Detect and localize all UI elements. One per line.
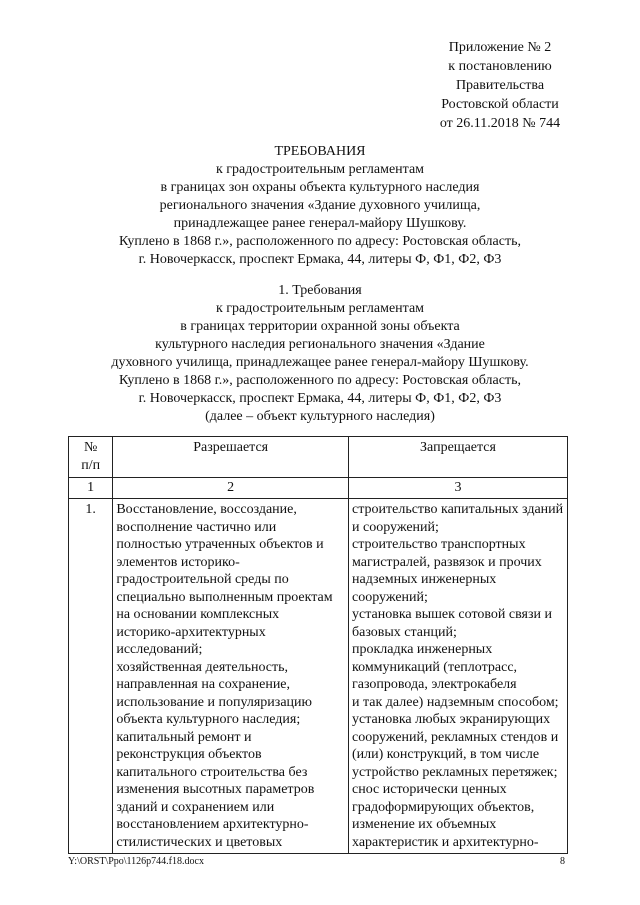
- appendix-line: от 26.11.2018 № 744: [439, 116, 561, 131]
- section-heading: [80, 282, 560, 426]
- header-allowed: Разрешается: [113, 437, 349, 478]
- forbidden-line: коммуникаций (теплотрасс,: [352, 659, 518, 675]
- allowed-cell: [113, 499, 349, 854]
- forbidden-line: характеристик и архитектурно-: [352, 834, 539, 850]
- allowed-line: изменения высотных параметров: [116, 782, 315, 797]
- allowed-line: капитального строительства без: [116, 764, 308, 780]
- allowed-line: объекта культурного наследия;: [116, 712, 301, 727]
- title-line: г. Новочеркасск, проспект Ермака, 44, литеры Ф, Ф1, Ф2, Ф3: [138, 252, 502, 267]
- header-number-line: п/п: [81, 457, 101, 473]
- allowed-line: стилистических и цветовых: [116, 834, 283, 850]
- forbidden-line: сооружений;: [352, 589, 428, 605]
- section-line: к градостроительным регламентам: [215, 301, 425, 316]
- column-number: 3: [349, 478, 568, 499]
- section-line: в границах территории охранной зоны объекта: [180, 319, 460, 334]
- title-heading: ТРЕБОВАНИЯ: [274, 144, 366, 159]
- forbidden-line: установка вышек сотовой связи и: [352, 607, 552, 622]
- forbidden-line: (или) конструкций, в том числе: [352, 747, 540, 762]
- requirements-table: [68, 436, 568, 854]
- forbidden-line: снос исторически ценных: [352, 782, 507, 797]
- section-line: г. Новочеркасск, проспект Ермака, 44, литеры Ф, Ф1, Ф2, Ф3: [138, 391, 502, 406]
- document-title: [80, 143, 560, 269]
- footer-file-path: Y:\ORST\Ppo\1126p744.f18.docx: [68, 856, 204, 867]
- forbidden-line: газопровода, электрокабеля: [352, 677, 517, 692]
- appendix-line: к постановлению: [448, 59, 552, 74]
- allowed-line: хозяйственная деятельность,: [116, 659, 289, 675]
- section-line: 1. Требования: [278, 283, 362, 298]
- allowed-line: на основании комплексных: [116, 607, 280, 622]
- forbidden-line: и сооружений;: [352, 519, 439, 535]
- row-number: 1.: [69, 499, 113, 854]
- header-number: [69, 437, 113, 478]
- title-line: регионального значения «Здание духовного училища,: [159, 198, 481, 213]
- table-header-row: [69, 437, 568, 478]
- header-number-line: №: [83, 440, 98, 455]
- allowed-line: восполнение частично или: [116, 519, 277, 535]
- allowed-line: градостроительной среды по: [116, 572, 289, 587]
- allowed-line: реконструкция объектов: [116, 747, 262, 762]
- forbidden-line: надземных инженерных: [352, 572, 497, 587]
- forbidden-line: устройство рекламных перетяжек;: [352, 764, 558, 780]
- forbidden-line: установка любых экранирующих: [352, 712, 551, 727]
- allowed-line: восстановлением архитектурно-: [116, 817, 309, 832]
- allowed-line: Восстановление, воссоздание,: [116, 502, 297, 517]
- section-line: духовного училища, принадлежащее ранее генерал-майору Шушкову.: [111, 355, 529, 370]
- title-line: принадлежащее ранее генерал-майору Шушкову.: [173, 216, 467, 231]
- forbidden-line: прокладка инженерных: [352, 642, 493, 657]
- forbidden-line: строительство транспортных: [352, 537, 526, 552]
- appendix-line: Правительства: [455, 78, 545, 93]
- column-number: 1: [69, 478, 113, 499]
- column-number-row: [69, 478, 568, 499]
- section-line: Куплено в 1868 г.», расположенного по адресу: Ростовская область,: [119, 373, 521, 388]
- title-line: Куплено в 1868 г.», расположенного по адресу: Ростовская область,: [119, 234, 521, 249]
- forbidden-line: изменение их объемных: [352, 817, 497, 832]
- allowed-line: направленная на сохранение,: [116, 677, 291, 692]
- allowed-line: исследований;: [116, 642, 203, 657]
- appendix-line: Приложение № 2: [448, 40, 552, 55]
- forbidden-line: градоформирующих объектов,: [352, 799, 535, 815]
- allowed-line: зданий и сохранением или: [116, 799, 275, 815]
- column-number: 2: [113, 478, 349, 499]
- forbidden-line: магистралей, развязок и прочих: [352, 554, 542, 570]
- header-forbidden: Запрещается: [349, 437, 568, 478]
- title-line: в границах зон охраны объекта культурного наследия: [160, 180, 480, 195]
- allowed-line: использование и популяризацию: [116, 694, 312, 710]
- allowed-line: специально выполненным проектам: [116, 589, 333, 605]
- title-line: к градостроительным регламентам: [215, 162, 425, 177]
- appendix-block: [400, 38, 600, 133]
- table-row: [69, 499, 568, 854]
- allowed-line: капитальный ремонт и: [116, 729, 252, 745]
- forbidden-line: и так далее) надземным способом;: [352, 694, 559, 710]
- allowed-line: историко-архитектурных: [116, 624, 266, 640]
- allowed-line: полностью утраченных объектов и: [116, 537, 324, 552]
- section-line: культурного наследия регионального значения «Здание: [155, 337, 485, 352]
- section-line: (далее – объект культурного наследия): [205, 409, 435, 424]
- forbidden-cell: [349, 499, 568, 854]
- forbidden-line: сооружений, рекламных стендов и: [352, 729, 559, 745]
- footer-page-number: 8: [560, 856, 565, 867]
- allowed-line: элементов историко-: [116, 554, 240, 570]
- appendix-line: Ростовской области: [441, 97, 559, 112]
- forbidden-line: строительство капитальных зданий: [352, 502, 564, 517]
- forbidden-line: базовых станций;: [352, 624, 457, 640]
